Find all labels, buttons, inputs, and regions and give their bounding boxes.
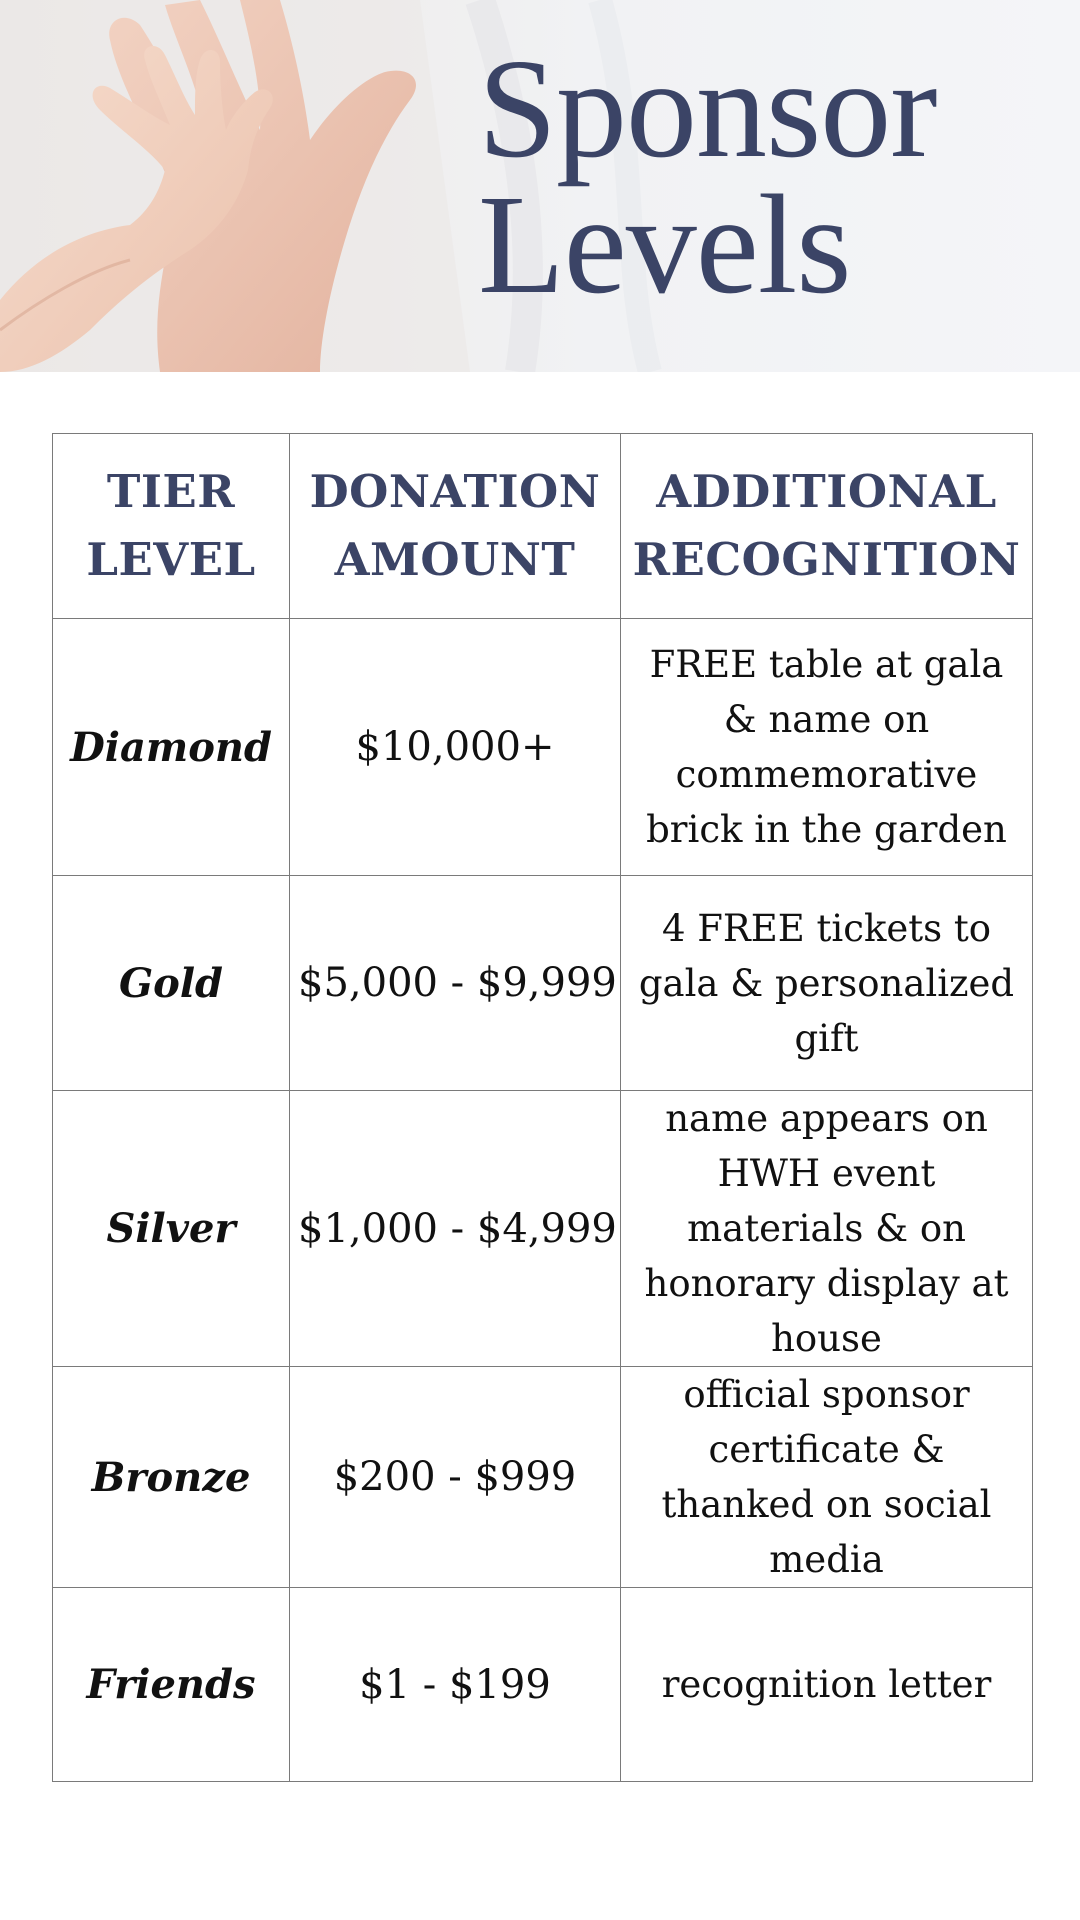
tier-name: Friends (53, 1588, 290, 1782)
header-line: DONATION (309, 465, 601, 518)
header-line: AMOUNT (334, 533, 576, 586)
donation-amount: $200 - $999 (290, 1367, 621, 1588)
tier-name: Gold (53, 876, 290, 1091)
donation-amount: $1 - $199 (290, 1588, 621, 1782)
donation-amount: $10,000+ (290, 619, 621, 876)
recognition-text: name appears on HWH event materials & on honorary display at house (621, 1091, 1033, 1367)
title-line-1: Sponsor (478, 29, 937, 187)
header-line: RECOGNITION (632, 533, 1021, 586)
header-tier-level (53, 434, 290, 619)
table-row (53, 619, 1033, 876)
header-donation-amount (290, 434, 621, 619)
recognition-text: official sponsor certificate & thanked on social media (621, 1367, 1033, 1588)
recognition-text: 4 FREE tickets to gala & personalized gift (621, 876, 1033, 1091)
table-row (53, 1367, 1033, 1588)
donation-amount: $1,000 - $4,999 (290, 1091, 621, 1367)
tier-name: Silver (53, 1091, 290, 1367)
donation-amount: $5,000 - $9,999 (290, 876, 621, 1091)
header-line: TIER (106, 465, 236, 518)
hero-banner (0, 0, 1080, 372)
table-row (53, 876, 1033, 1091)
tier-name: Diamond (53, 619, 290, 876)
table-row (53, 1091, 1033, 1367)
recognition-text: recognition letter (621, 1588, 1033, 1782)
tier-name: Bronze (53, 1367, 290, 1588)
header-additional-recognition (621, 434, 1033, 619)
title-line-2: Levels (478, 165, 851, 323)
page-title (478, 29, 937, 323)
table-header-row (53, 434, 1033, 619)
header-line: LEVEL (86, 533, 256, 586)
sponsor-levels-table (52, 433, 1033, 1782)
recognition-text: FREE table at gala & name on commemorative brick in the garden (621, 619, 1033, 876)
header-line: ADDITIONAL (656, 465, 997, 518)
table-row (53, 1588, 1033, 1782)
